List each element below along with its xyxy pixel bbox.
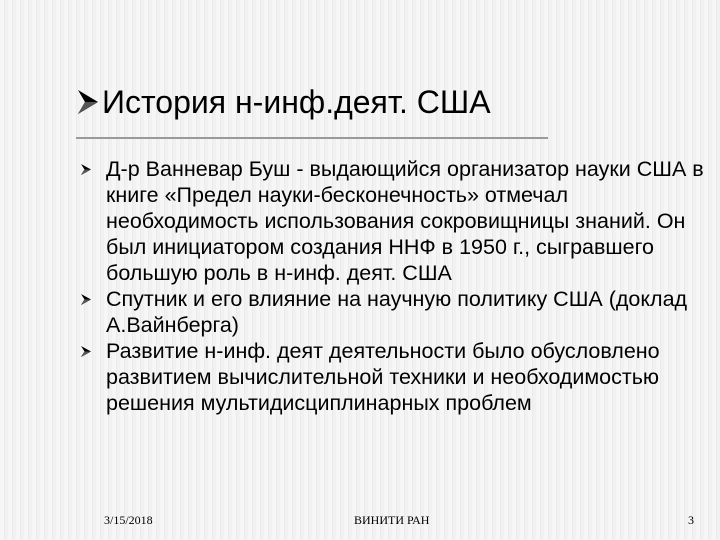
- arrow-bullet-icon: [76, 86, 100, 118]
- footer-page-number: 3: [688, 513, 694, 527]
- arrow-bullet-icon: [80, 163, 92, 176]
- arrow-bullet-icon: [80, 345, 92, 358]
- footer-organization: ВИНИТИ РАН: [354, 513, 430, 527]
- bullet-list: [80, 156, 712, 416]
- bullet-text: Д-р Ванневар Буш - выдающийся организатор науки США в книге «Предел науки-бесконечность» отмечал необходимость использования сокровищницы знаний. Он был инициатором создания ННФ в 1950 г., сыгравшего большую роль в н-инф. деят. США: [106, 157, 704, 285]
- bullet-text: Развитие н-инф. деят деятельности было обусловлено развитием вычислительной техники и необходимостью решения мультидисциплинарных проблем: [106, 339, 660, 415]
- slide-title: История н-инф.деят. США: [102, 84, 491, 120]
- slide-title-row: [76, 80, 576, 124]
- bullet-item: [80, 338, 712, 416]
- bullet-text: Спутник и его влияние на научную политику США (доклад А.Вайнберга): [106, 287, 688, 337]
- arrow-bullet-icon: [80, 293, 92, 306]
- footer-date: 3/15/2018: [104, 513, 153, 527]
- bullet-item: [80, 156, 712, 286]
- title-divider: [76, 137, 548, 139]
- bullet-item: [80, 286, 712, 338]
